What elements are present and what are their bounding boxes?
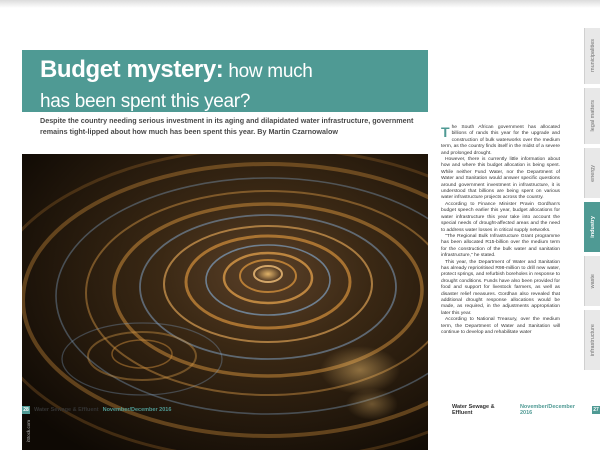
headline-sub: how much xyxy=(223,61,313,82)
section-tab-waste[interactable]: waste xyxy=(584,256,600,306)
spread-gutter-shadow xyxy=(0,0,600,8)
section-tab-legal-matters[interactable]: legal matters xyxy=(584,88,600,144)
paragraph: The South African government has allocated billions of rands this year for the upgrade and construction of bulk waterworks over the medium term, as the country finds itself in the midst of a severe and prolonged drought. xyxy=(441,124,560,156)
photo-credit: iStock.com xyxy=(26,419,31,442)
section-tab-industry[interactable]: industry xyxy=(584,202,600,252)
paragraph: "The Regional Bulk Infrastructure Grant programme has been allocated R15-billion over the medium term for the construction of the bulk water and sanitation infrastructure," he stated. xyxy=(441,233,560,259)
issue-date: November/December 2016 xyxy=(102,407,172,413)
paragraph: According to National Treasury, over the medium term, the Department of Water and Sanitation will continue to develop and rehabilitate water xyxy=(441,317,560,335)
paragraph: This year, the Department of Water and Sanitation has already reprioritised R98-million to drill new water, protect springs, and refurbish boreholes in response to drought conditions. Funds have also been provided for food and support for livestock farmers, as well as disaster relief measures. Gordhan also revealed that additional drought response allocations would be made, as required, in the adjustments appropriation later this year. xyxy=(441,259,560,316)
headline-line2: has been spent this year? xyxy=(40,91,251,112)
magazine-name: Water Sewage & Effluent xyxy=(34,407,99,413)
standfirst: Despite the country needing serious investment in its aging and dilapidated water infrastructure, government remains tight-lipped about how much has been spent this year. By Martin Czarnowalow xyxy=(40,116,414,136)
dropcap: T xyxy=(441,124,450,140)
section-tab-municipalities[interactable]: municipalities xyxy=(584,28,600,84)
article-body xyxy=(441,125,560,336)
section-tab-infrastructure[interactable]: infrastructure xyxy=(584,310,600,370)
footer-right xyxy=(452,404,600,416)
issue-date: November/December 2016 xyxy=(519,404,575,416)
page-number-left: 28 xyxy=(23,407,29,413)
headline-main: Budget mystery: xyxy=(40,56,224,83)
page-number-right: 27 xyxy=(593,407,599,413)
article-headline xyxy=(40,54,420,114)
footer-left xyxy=(22,404,171,416)
section-tab-energy[interactable]: energy xyxy=(584,148,600,198)
magazine-name: Water Sewage & Effluent xyxy=(452,404,495,416)
paragraph: According to Finance Minister Pravin Gordhan's budget speech earlier this year, budget allocations for water infrastructure this year take into account the special needs of drought-affected areas and the need to address water losses in critical supply networks. xyxy=(441,201,560,233)
section-tabs xyxy=(584,28,600,388)
headline-banner xyxy=(22,50,428,112)
paragraph: However, there is currently little information about how and where this budget allocation is being spent. While neither Fund Water, nor the Department of Water and Sanitation would answer specific questions around government investment in infrastructure, it is understood that billions are being spent on various water infrastructure projects across the country. xyxy=(441,157,560,201)
